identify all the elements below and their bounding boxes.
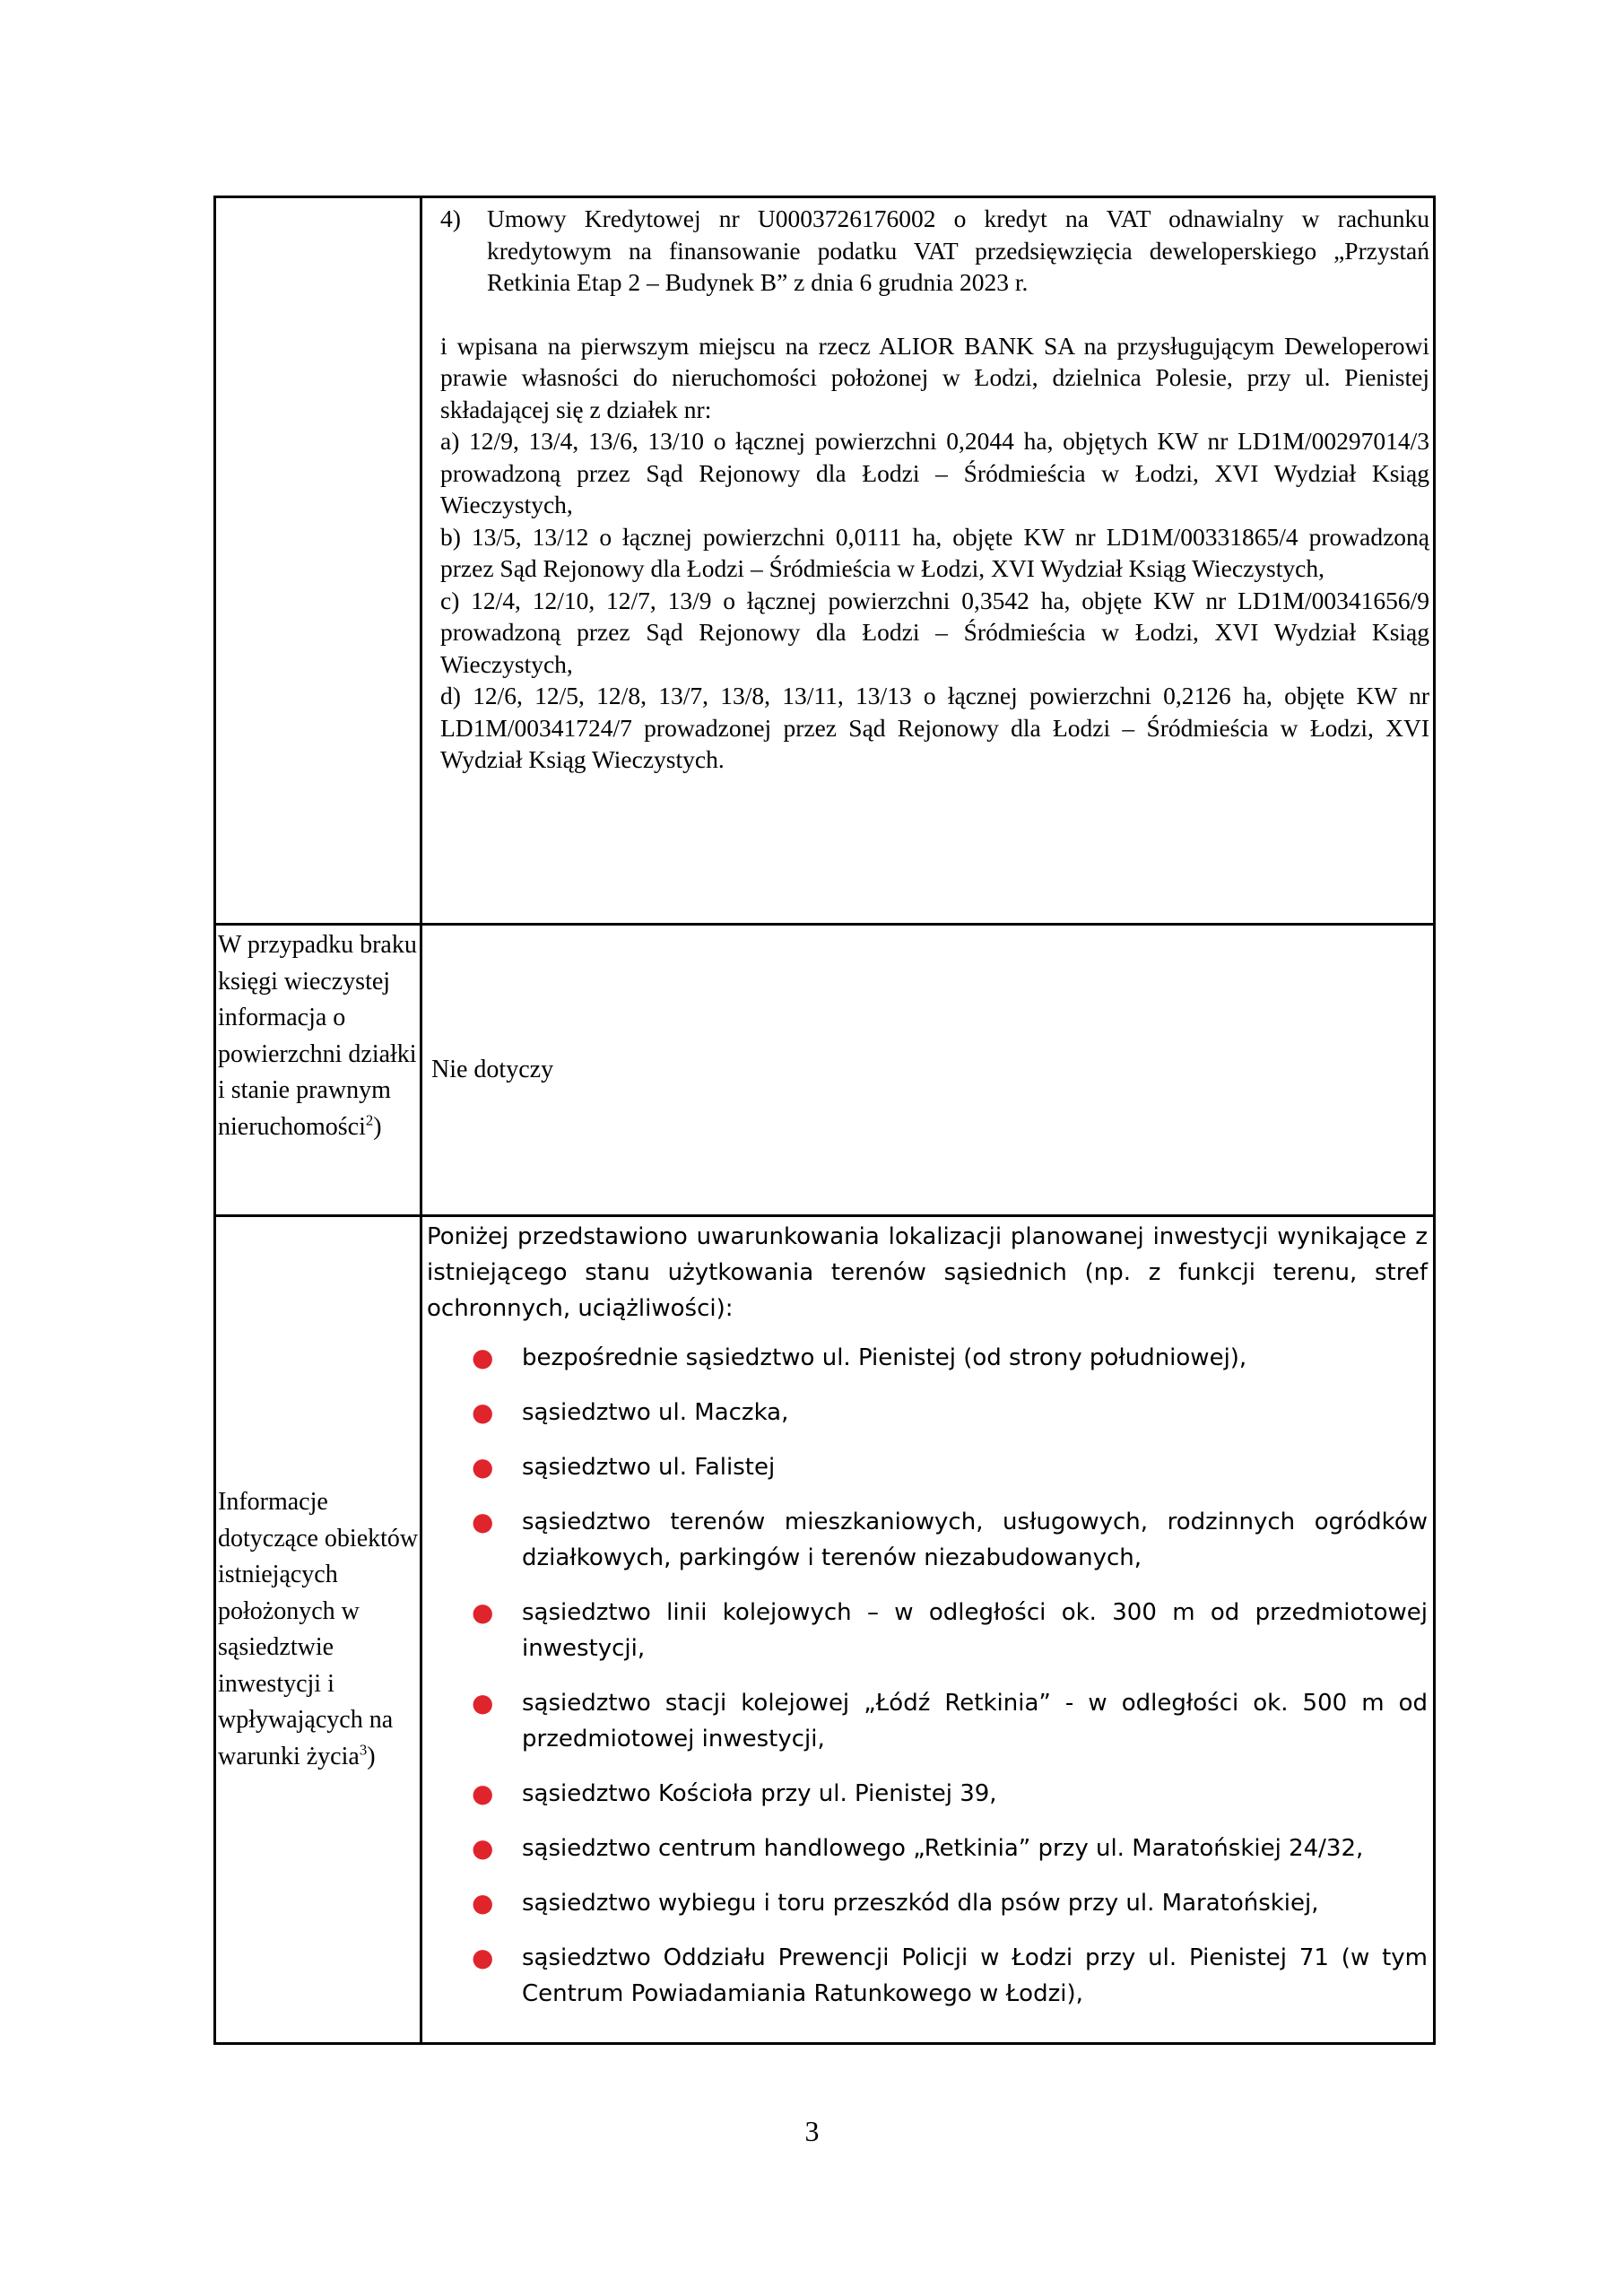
- list-item-text: sąsiedztwo Kościoła przy ul. Pienistej 39,: [522, 1780, 997, 1807]
- table-row-mortgage: [215, 197, 1435, 925]
- list-item-text: sąsiedztwo wybiegu i toru przeszkód dla psów przy ul. Maratońskiej,: [522, 1890, 1319, 1917]
- list-item: [470, 1395, 1428, 1431]
- list-item: [470, 1776, 1428, 1812]
- land-info-value-cell: [421, 925, 1435, 1216]
- bullet-icon: ●: [472, 1597, 494, 1627]
- page-number: 3: [804, 2115, 820, 2147]
- land-info-label: W przypadku braku księgi wieczystej informacja o powierzchni działki i stanie prawnym nieruchomości$^2$): [218, 931, 417, 1141]
- list-item: [470, 1595, 1428, 1666]
- list-item-text: bezpośrednie sąsiedztwo ul. Pienistej (od strony południowej),: [522, 1344, 1247, 1371]
- bullet-icon: ●: [472, 1943, 494, 1972]
- list-item: [470, 1685, 1428, 1757]
- empty-label-cell: [215, 197, 421, 925]
- item-number: 4): [440, 204, 461, 232]
- list-item-text: sąsiedztwo ul. Falistej: [522, 1454, 776, 1481]
- item-text: Umowy Kredytowej nr U0003726176002 o kredyt na VAT odnawialny w rachunku kredytowym na finansowanie podatku VAT przedsięwzięcia deweloperskiego „Przystań Retkinia Etap 2 – Budynek B” z dnia 6 grudnia 2023 r.: [487, 204, 1429, 296]
- parcel-group-b: b) 13/5, 13/12 o łącznej powierzchni 0,0111 ha, objęte KW nr LD1M/00331865/4 prowadzoną przez Sąd Rejonowy dla Łodzi – Śródmieścia w Łodzi, XVI Wydział Ksiąg Wieczystych,: [440, 522, 1429, 582]
- list-item: [470, 1340, 1428, 1376]
- bullet-icon: ●: [472, 1343, 494, 1372]
- info-table: [213, 196, 1436, 2045]
- table-row-land-info: [215, 925, 1435, 1216]
- mortgage-description: [440, 330, 1429, 776]
- list-item: [470, 1504, 1428, 1576]
- mortgage-intro: i wpisana na pierwszym miejscu na rzecz ALIOR BANK SA na przysługującym Deweloperowi prawie własności do nieruchomości położonej w Łodzi, dzielnica Polesie, przy ul. Pienistej składającej się z działek nr:: [440, 331, 1429, 423]
- neighborhood-content-cell: [421, 1216, 1435, 2044]
- list-item: [470, 1940, 1428, 2012]
- neighborhood-label-cell: [215, 1216, 421, 2044]
- list-item-text: sąsiedztwo stacji kolejowej „Łódź Retkinia” - w odległości ok. 500 m od przedmiotowej inwestycji,: [522, 1690, 1428, 1752]
- neighborhood-label: Informacje dotyczące obiektów istniejących położonych w sąsiedztwie inwestycji i wpływających na warunki życia$^3$): [218, 1488, 419, 1770]
- bullet-icon: ●: [472, 1397, 494, 1427]
- bullet-icon: ●: [472, 1888, 494, 1918]
- list-item-text: sąsiedztwo Oddziału Prewencji Policji w Łodzi przy ul. Pienistej 71 (w tym Centrum Powiadamiania Ratunkowego w Łodzi),: [522, 1944, 1428, 2007]
- list-item: [470, 1449, 1428, 1485]
- land-info-label-cell: [215, 925, 421, 1216]
- list-item: [470, 1831, 1428, 1866]
- land-info-value: Nie dotyczy: [431, 1056, 554, 1083]
- loan-agreement-item: [440, 203, 1429, 299]
- list-item-text: sąsiedztwo ul. Maczka,: [522, 1399, 789, 1426]
- parcel-group-a: a) 12/9, 13/4, 13/6, 13/10 o łącznej powierzchni 0,2044 ha, objętych KW nr LD1M/00297014/3 prowadzoną przez Sąd Rejonowy dla Łodzi – Śródmieścia w Łodzi, XVI Wydział Ksiąg Wieczystych,: [440, 427, 1429, 518]
- neighborhood-intro: Poniżej przedstawiono uwarunkowania lokalizacji planowanej inwestycji wynikające z istniejącego stanu użytkowania terenów sąsiednich (np. z funkcji terenu, stref ochronnych, uciążliwości):: [427, 1223, 1428, 1322]
- footnote-marker: 2: [365, 1111, 374, 1129]
- list-item-text: sąsiedztwo linii kolejowych – w odległości ok. 300 m od przedmiotowej inwestycji,: [522, 1599, 1428, 1662]
- bullet-icon: ●: [472, 1688, 494, 1718]
- bullet-icon: ●: [472, 1833, 494, 1863]
- footnote-marker: 3: [359, 1741, 368, 1759]
- bullet-icon: ●: [472, 1779, 494, 1808]
- parcel-group-c: c) 12/4, 12/10, 12/7, 13/9 o łącznej powierzchni 0,3542 ha, objęte KW nr LD1M/00341656/9 prowadzoną przez Sąd Rejonowy dla Łodzi – Śródmieścia w Łodzi, XVI Wydział Ksiąg Wieczystych,: [440, 586, 1429, 678]
- table-row-neighborhood: [215, 1216, 1435, 2044]
- bullet-icon: ●: [472, 1507, 494, 1536]
- list-item: [470, 1885, 1428, 1921]
- list-item-text: sąsiedztwo terenów mieszkaniowych, usługowych, rodzinnych ogródków działkowych, parkingów i terenów niezabudowanych,: [522, 1509, 1428, 1571]
- mortgage-content-cell: [421, 197, 1435, 925]
- neighborhood-list: [427, 1340, 1428, 2012]
- parcel-group-d: d) 12/6, 12/5, 12/8, 13/7, 13/8, 13/11, 13/13 o łącznej powierzchni 0,2126 ha, objęte KW nr LD1M/00341724/7 prowadzonej przez Sąd Rejonowy dla Łodzi – Śródmieścia w Łodzi, XVI Wydział Ksiąg Wieczystych.: [440, 682, 1429, 773]
- bullet-icon: ●: [472, 1452, 494, 1482]
- list-item-text: sąsiedztwo centrum handlowego „Retkinia” przy ul. Maratońskiej 24/32,: [522, 1835, 1364, 1862]
